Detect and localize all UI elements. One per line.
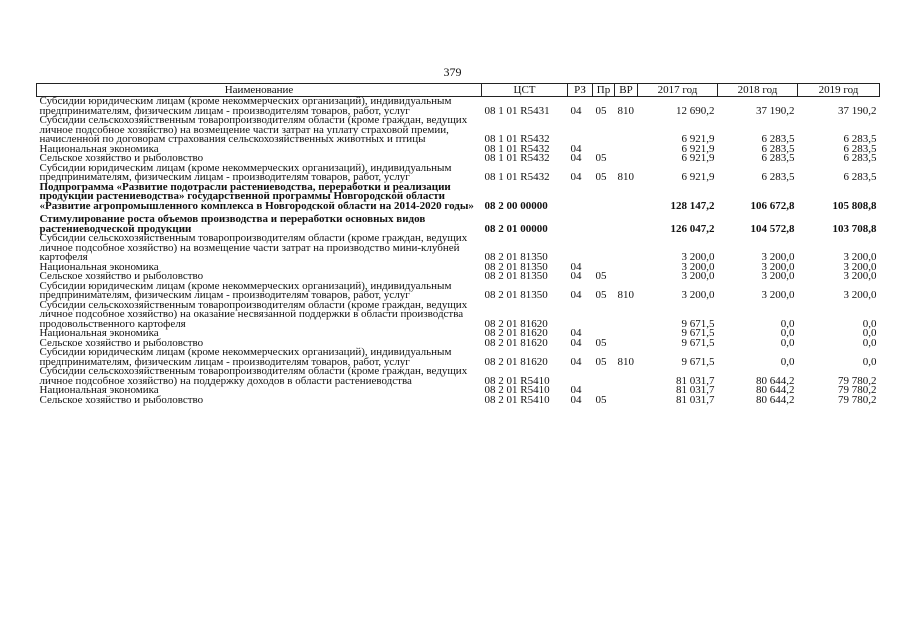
cell-2018: 80 644,2 — [756, 393, 795, 406]
cell-2019: 79 780,2 — [838, 374, 877, 387]
header-pr: Пр — [593, 84, 615, 97]
cell-name: Субсидии сельскохозяйственным товаропроизводителям области (кроме граждан, ведущих личное подсобное хозяйство) на возмещение части затрат на уплату страховой премии, начисленной по договорам страхования сельскохозяйственных животных и птицы — [39, 114, 468, 145]
cell-cst: 08 2 01 81620 — [484, 355, 548, 368]
cell-2018: 80 644,2 — [756, 374, 795, 387]
cell-rz: 04 — [570, 260, 582, 273]
cell-cst: 08 1 01 R5432 — [484, 142, 550, 155]
cell-rz: 04 — [570, 384, 582, 396]
cell-name: Национальная экономика — [39, 260, 159, 273]
cell-cst: 08 2 01 00000 — [484, 222, 548, 235]
cell-pr — [593, 301, 615, 330]
cell-cst: 08 2 01 R5410 — [484, 374, 550, 387]
cell-rz: 04 — [570, 355, 582, 368]
cell-rz: 04 — [570, 171, 582, 183]
cell-pr: 05 — [595, 355, 607, 368]
table-body — [37, 97, 880, 406]
cell-name: Субсидии сельскохозяйственным товаропроизводителям области (кроме граждан, ведущих личное подсобное хозяйство) на возмещение части затрат на производство мини-клубней картофеля — [39, 232, 468, 263]
cell-2019: 79 780,2 — [838, 384, 877, 396]
cell-2019: 6 283,5 — [843, 152, 877, 164]
cell-vr: 810 — [617, 104, 634, 117]
header-2017: 2017 год — [638, 84, 718, 97]
cell-name: Субсидии сельскохозяйственным товаропроизводителям области (кроме граждан, ведущих личное подсобное хозяйство) на поддержку доходов в области растениеводства — [39, 365, 468, 387]
cell-pr — [593, 211, 615, 234]
table-row — [37, 396, 880, 406]
cell-cst: 08 1 01 R5432 — [484, 152, 550, 164]
cell-2019: 37 190,2 — [838, 104, 877, 117]
cell-name: Сельское хозяйство и рыболовство — [39, 393, 204, 406]
cell-2019: 3 200,0 — [843, 251, 877, 263]
cell-cst: 08 1 01 R5432 — [484, 171, 550, 183]
cell-rz: 04 — [570, 270, 582, 282]
cell-2018: 0,0 — [780, 317, 795, 330]
cell-rz: 04 — [570, 393, 582, 406]
cell-vr: 810 — [617, 289, 634, 301]
cell-rz: 04 — [570, 289, 582, 301]
cell-name: Национальная экономика — [39, 384, 159, 396]
cell-2018: 80 644,2 — [756, 384, 795, 396]
cell-2017: 6 921,9 — [681, 171, 715, 183]
cell-2019: 6 283,5 — [843, 133, 877, 145]
cell-name: Субсидии сельскохозяйственным товаропроизводителям области (кроме граждан, ведущих личное подсобное хозяйство) на оказание несвязанной поддержки в области производства продовольственного картофеля — [39, 298, 468, 330]
cell-name: Субсидии юридическим лицам (кроме некоммерческих организаций), индивидуальным предпринимателям, физическим лицам - производителям товаров, работ, услуг — [39, 279, 452, 301]
cell-2019: 6 283,5 — [843, 171, 877, 183]
cell-vr — [615, 386, 638, 396]
cell-pr: 05 — [595, 171, 607, 183]
cell-2018: 104 572,8 — [750, 222, 795, 235]
cell-2019: 0,0 — [862, 327, 877, 339]
cell-rz — [568, 301, 593, 330]
cell-2019: 6 283,5 — [843, 142, 877, 155]
cell-2017: 9 671,5 — [681, 355, 715, 368]
cell-2018: 0,0 — [780, 327, 795, 339]
header-2018: 2018 год — [718, 84, 798, 97]
cell-vr — [615, 145, 638, 155]
cell-2017: 128 147,2 — [670, 199, 715, 212]
cell-2018: 6 283,5 — [761, 171, 795, 183]
cell-cst: 08 2 01 81350 — [484, 289, 548, 301]
cell-2017: 81 031,7 — [676, 393, 715, 406]
cell-pr — [593, 116, 615, 145]
cell-2017: 3 200,0 — [681, 260, 715, 273]
cell-2017: 6 921,9 — [681, 133, 715, 145]
cell-name: Стимулирование роста объемов производства и переработки основных видов растениеводческой продукции — [39, 213, 426, 235]
cell-name: Национальная экономика — [39, 327, 159, 339]
cell-2019: 0,0 — [862, 355, 877, 368]
cell-2019: 105 808,8 — [832, 199, 877, 212]
cell-cst: 08 2 01 81350 — [484, 251, 548, 263]
cell-name: Сельское хозяйство и рыболовство — [39, 270, 204, 282]
cell-2017: 81 031,7 — [676, 374, 715, 387]
cell-2018: 6 283,5 — [761, 152, 795, 164]
table-row — [37, 164, 880, 183]
cell-cst: 08 1 01 R5431 — [484, 104, 550, 117]
page-number: 379 — [443, 65, 462, 79]
cell-2019: 3 200,0 — [843, 289, 877, 301]
header-rz: РЗ — [568, 84, 593, 97]
cell-2017: 12 690,2 — [676, 104, 715, 117]
cell-vr — [615, 263, 638, 273]
cell-2017: 3 200,0 — [681, 270, 715, 282]
cell-name: Подпрограмма «Развитие подотрасли растениеводства, переработки и реализации продукции растениеводства» государственной программы Новгородской области «Развитие агропромышленного комплекса в Новгородской области на 2014-2020 годы» — [39, 180, 474, 212]
cell-name: Сельское хозяйство и рыболовство — [39, 152, 204, 164]
cell-rz: 04 — [570, 336, 582, 349]
table-row — [37, 116, 880, 145]
cell-pr: 05 — [595, 270, 607, 282]
cell-vr — [615, 154, 638, 164]
cell-2018: 3 200,0 — [761, 270, 795, 282]
cell-vr — [615, 301, 638, 330]
cell-pr — [593, 183, 615, 212]
cell-2018: 0,0 — [780, 355, 795, 368]
cell-2019: 103 708,8 — [832, 222, 877, 235]
cell-2018: 106 672,8 — [750, 199, 795, 212]
cell-vr — [615, 367, 638, 386]
header-vr: ВР — [615, 84, 638, 97]
cell-cst: 08 2 01 81350 — [484, 260, 548, 273]
cell-rz: 04 — [570, 104, 582, 117]
cell-cst: 08 2 01 R5410 — [484, 393, 550, 406]
table-row — [37, 282, 880, 301]
cell-2018: 6 283,5 — [761, 142, 795, 155]
table-row — [37, 234, 880, 263]
cell-2019: 0,0 — [862, 336, 877, 349]
cell-name: Субсидии юридическим лицам (кроме некоммерческих организаций), индивидуальным предпринимателям, физическим лицам - производителям товаров, работ, услуг — [39, 161, 452, 183]
cell-2017: 6 921,9 — [681, 142, 715, 155]
cell-2018: 0,0 — [780, 336, 795, 349]
cell-cst: 08 2 01 81620 — [484, 336, 548, 349]
table-row — [37, 183, 880, 212]
cell-2017: 3 200,0 — [681, 251, 715, 263]
cell-rz — [568, 116, 593, 145]
cell-vr — [615, 272, 638, 282]
cell-cst: 08 1 01 R5432 — [484, 133, 550, 145]
header-cst: ЦСТ — [482, 84, 568, 97]
cell-vr: 810 — [617, 171, 634, 183]
cell-rz — [568, 211, 593, 234]
cell-vr — [615, 339, 638, 349]
cell-2017: 6 921,9 — [681, 152, 715, 164]
cell-2017: 81 031,7 — [676, 384, 715, 396]
cell-vr — [615, 234, 638, 263]
cell-cst: 08 2 01 R5410 — [484, 384, 550, 396]
header-name: Наименование — [37, 84, 482, 97]
cell-vr — [615, 211, 638, 234]
cell-pr: 05 — [595, 289, 607, 301]
cell-2019: 79 780,2 — [838, 393, 877, 406]
cell-rz: 04 — [570, 142, 582, 155]
cell-pr — [593, 367, 615, 386]
cell-cst: 08 2 01 81350 — [484, 270, 548, 282]
cell-2017: 9 671,5 — [681, 336, 715, 349]
cell-pr: 05 — [595, 336, 607, 349]
cell-name: Сельское хозяйство и рыболовство — [39, 336, 204, 349]
cell-2017: 126 047,2 — [670, 222, 715, 235]
cell-2018: 6 283,5 — [761, 133, 795, 145]
cell-2018: 3 200,0 — [761, 289, 795, 301]
cell-2017: 9 671,5 — [681, 317, 715, 330]
cell-name: Национальная экономика — [39, 142, 159, 155]
cell-2018: 3 200,0 — [761, 260, 795, 273]
cell-2019: 3 200,0 — [843, 260, 877, 273]
cell-rz — [568, 183, 593, 212]
header-2019: 2019 год — [798, 84, 880, 97]
cell-2019: 3 200,0 — [843, 270, 877, 282]
cell-pr: 05 — [595, 393, 607, 406]
cell-pr — [593, 234, 615, 263]
cell-2017: 9 671,5 — [681, 327, 715, 339]
cell-cst: 08 2 01 81620 — [484, 317, 548, 330]
cell-vr — [615, 183, 638, 212]
table-row — [37, 211, 880, 234]
table-row — [37, 367, 880, 386]
cell-rz: 04 — [570, 327, 582, 339]
budget-table — [36, 83, 880, 405]
cell-cst: 08 2 01 81620 — [484, 327, 548, 339]
cell-2018: 3 200,0 — [761, 251, 795, 263]
cell-2017: 3 200,0 — [681, 289, 715, 301]
cell-vr — [615, 329, 638, 339]
cell-rz — [568, 234, 593, 263]
cell-name: Субсидии юридическим лицам (кроме некоммерческих организаций), индивидуальным предпринимателям, физическим лицам - производителям товаров, работ, услуг — [39, 95, 452, 117]
cell-2018: 37 190,2 — [756, 104, 795, 117]
cell-vr — [615, 396, 638, 406]
cell-vr — [615, 116, 638, 145]
cell-vr: 810 — [617, 355, 634, 368]
cell-2019: 0,0 — [862, 317, 877, 330]
cell-pr: 05 — [595, 152, 607, 164]
cell-name: Субсидии юридическим лицам (кроме некоммерческих организаций), индивидуальным предпринимателям, физическим лицам - производителям товаров, работ, услуг — [39, 346, 452, 368]
cell-cst: 08 2 00 00000 — [484, 199, 548, 212]
table-row — [37, 301, 880, 330]
cell-rz: 04 — [570, 152, 582, 164]
cell-pr: 05 — [595, 104, 607, 117]
